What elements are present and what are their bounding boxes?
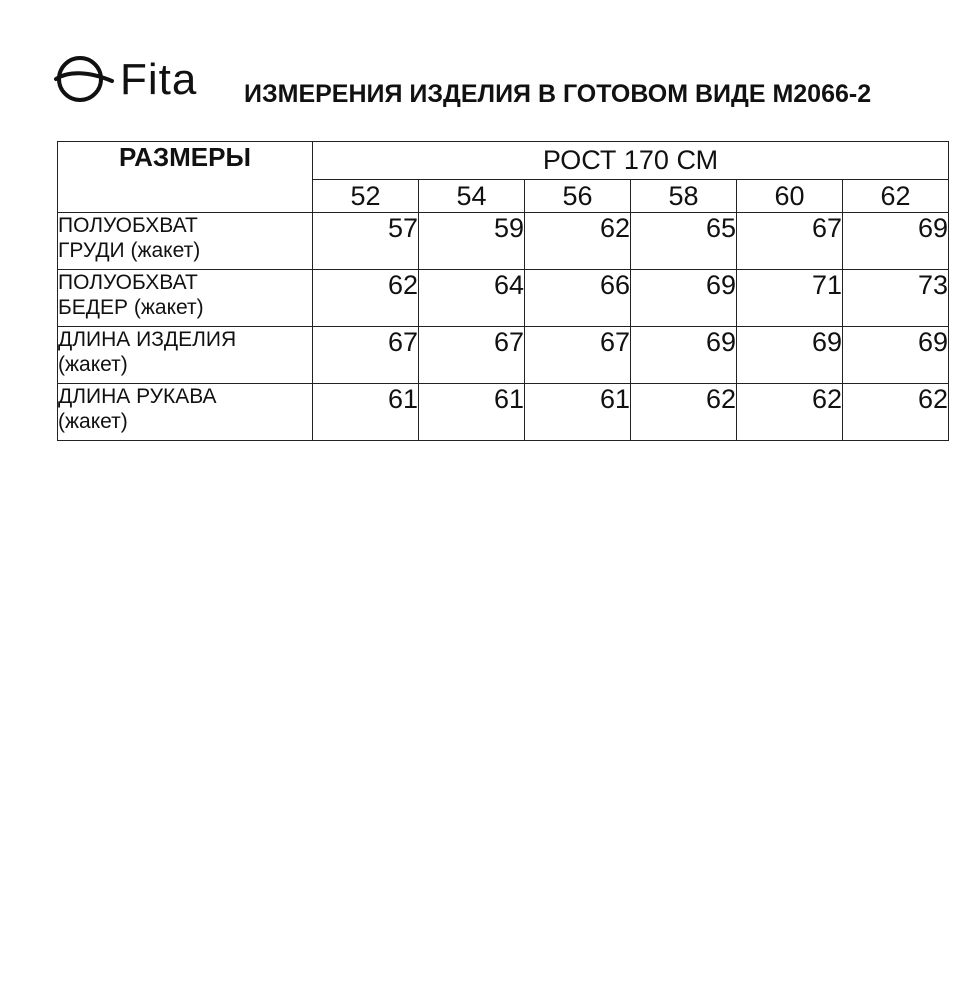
brand-logo xyxy=(54,52,214,108)
sizes-header: РАЗМЕРЫ xyxy=(58,142,313,213)
table-row xyxy=(58,213,949,270)
measurement-value: 67 xyxy=(313,327,419,384)
fita-logo-icon xyxy=(54,52,116,108)
measurement-label: ДЛИНА РУКАВА (жакет) xyxy=(58,384,313,441)
measurement-value: 69 xyxy=(843,327,949,384)
height-header: РОСТ 170 СМ xyxy=(313,142,949,180)
measurement-value: 67 xyxy=(525,327,631,384)
measurement-value: 59 xyxy=(419,213,525,270)
table-row xyxy=(58,270,949,327)
brand-name: Fita xyxy=(120,55,198,104)
measurement-value: 69 xyxy=(737,327,843,384)
measurement-value: 62 xyxy=(631,384,737,441)
size-column-header: 56 xyxy=(525,180,631,213)
measurement-value: 69 xyxy=(631,270,737,327)
measurement-value: 62 xyxy=(737,384,843,441)
measurement-label: ПОЛУОБХВАТ БЕДЕР (жакет) xyxy=(58,270,313,327)
size-column-header: 62 xyxy=(843,180,949,213)
measurement-value: 67 xyxy=(737,213,843,270)
measurement-value: 71 xyxy=(737,270,843,327)
measurement-value: 69 xyxy=(843,213,949,270)
measurement-value: 73 xyxy=(843,270,949,327)
measurement-value: 62 xyxy=(843,384,949,441)
measurement-value: 62 xyxy=(313,270,419,327)
measurement-value: 67 xyxy=(419,327,525,384)
measurement-value: 69 xyxy=(631,327,737,384)
size-column-header: 54 xyxy=(419,180,525,213)
measurement-label: ДЛИНА ИЗДЕЛИЯ (жакет) xyxy=(58,327,313,384)
measurement-value: 65 xyxy=(631,213,737,270)
measurement-value: 61 xyxy=(313,384,419,441)
page-title: ИЗМЕРЕНИЯ ИЗДЕЛИЯ В ГОТОВОМ ВИДЕ М2066-2 xyxy=(244,80,872,108)
table-row xyxy=(58,327,949,384)
size-column-header: 52 xyxy=(313,180,419,213)
measurement-value: 64 xyxy=(419,270,525,327)
measurement-value: 66 xyxy=(525,270,631,327)
measurement-value: 61 xyxy=(419,384,525,441)
measurement-value: 62 xyxy=(525,213,631,270)
size-column-header: 60 xyxy=(737,180,843,213)
measurement-label: ПОЛУОБХВАТ ГРУДИ (жакет) xyxy=(58,213,313,270)
measurement-value: 57 xyxy=(313,213,419,270)
size-table xyxy=(57,141,949,441)
size-column-header: 58 xyxy=(631,180,737,213)
measurement-value: 61 xyxy=(525,384,631,441)
table-row xyxy=(58,384,949,441)
